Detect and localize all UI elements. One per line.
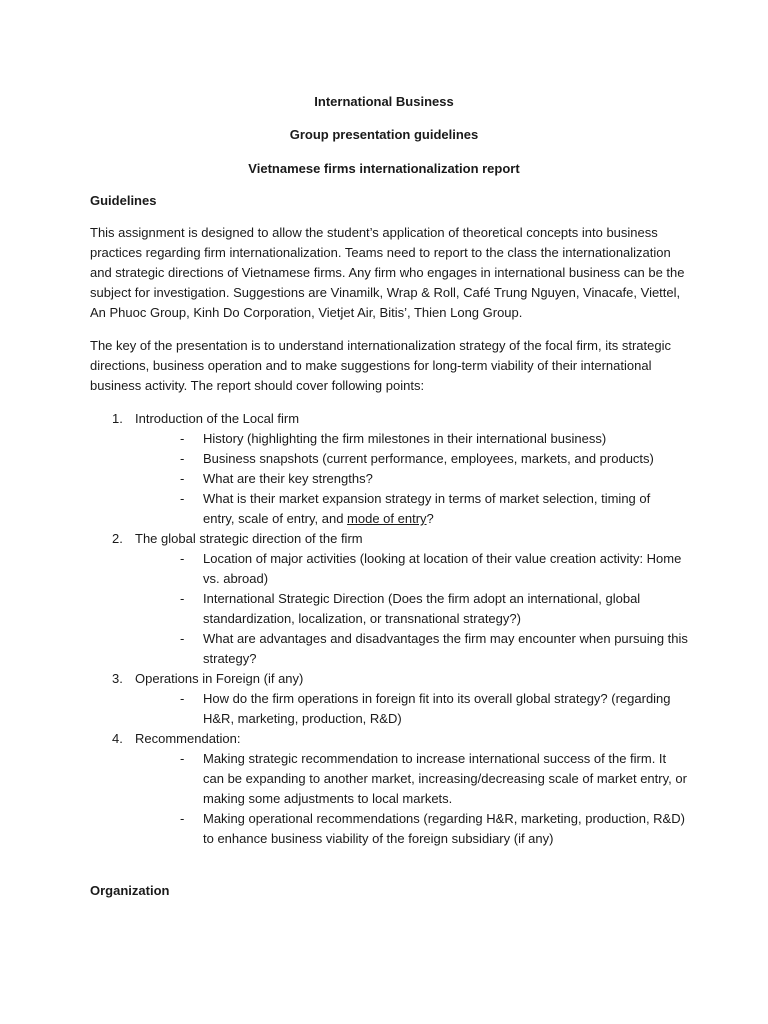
intro-paragraph: This assignment is designed to allow the student’s application of theoretical concepts into business practices regarding firm internationalization. Teams need to report to the class the internationalization and strategic directions of Vietnamese firms. Any firm who engages in international business can be the subject for investigation. Suggestions are Vinamilk, Wrap & Roll, Café Trung Nguyen, Vinacafe, Viettel, An Phuoc Group, Kinh Do Corporation, Vietjet Air, Bitis’, Thien Long Group. bbox=[90, 225, 685, 320]
guidelines-heading: Guidelines bbox=[90, 193, 157, 208]
list-item: 3. Operations in Foreign (if any) bbox=[112, 671, 304, 686]
organization-heading: Organization bbox=[90, 883, 170, 898]
document-page: International Business Group presentation guidelines Vietnamese firms internationalization report Guidelines This assignment is designed to allow the student’s application of theoretical concepts into business practices regarding firm internationalization. Teams need to report to the class the internationalization and strategic directions of Vietnamese firms. Any firm who engages in international business can be the subject for investigation. Suggestions are Vinamilk, Wrap & Roll, Café Trung Nguyen, Vinacafe, Viettel, An Phuoc Group, Kinh Do Corporation, Vietjet Air, Bitis’, Thien Long Group. The key of the presentation is to understand internationalization strategy of the focal firm, its strategic directions, business operation and to make suggestions for long-term viability of their international business activity. The report should cover following points: 1. Introduction of the Local firm - History (highlighting the firm milestones in their international business) - Business snapshots (current performance, employees, markets, and products) - What are their key strengths? - What is their market expansion strategy in terms of market selection, timing of entry, scale of entry, and mode of entry? 2. The global strategic direction of the firm - Location of major activities (looking at location of their value creation activity: Home vs. abroad) - International Strategic Direction (Does the firm adopt an international, global standardization, localization, or transnational strategy?) - What are advantages and disadvantages the firm may encounter when pursuing this strategy? 3. Operations in Foreign (if any) - How do the firm operations in foreign fit into its overall global strategy? (regarding H&R, marketing, production, R&D) 4. Recommendation: - Making strategic recommendation to increase international success of the firm. It can be expanding to another market, increasing/decreasing scale of market entry, or making some adjustments to local markets. - Making operational recommendations (regarding H&R, marketing, production, R&D) to enhance business viability of the foreign subsidiary (if any) Organization bbox=[0, 0, 768, 1024]
purpose-paragraph: The key of the presentation is to understand internationalization strategy of the focal firm, its strategic directions, business operation and to make suggestions for long-term viability of their international business activity. The report should cover following points: bbox=[90, 338, 671, 393]
doc-subtitle: Group presentation guidelines bbox=[289, 127, 479, 142]
mode-of-entry-link[interactable]: mode of entry bbox=[347, 511, 427, 526]
doc-title: International Business bbox=[314, 94, 454, 109]
list-item: 4. Recommendation: bbox=[112, 731, 241, 746]
list-item: 1. Introduction of the Local firm bbox=[112, 411, 300, 426]
report-title: Vietnamese firms internationalization report bbox=[248, 161, 520, 176]
list-item: 2. The global strategic direction of the firm bbox=[112, 531, 363, 546]
